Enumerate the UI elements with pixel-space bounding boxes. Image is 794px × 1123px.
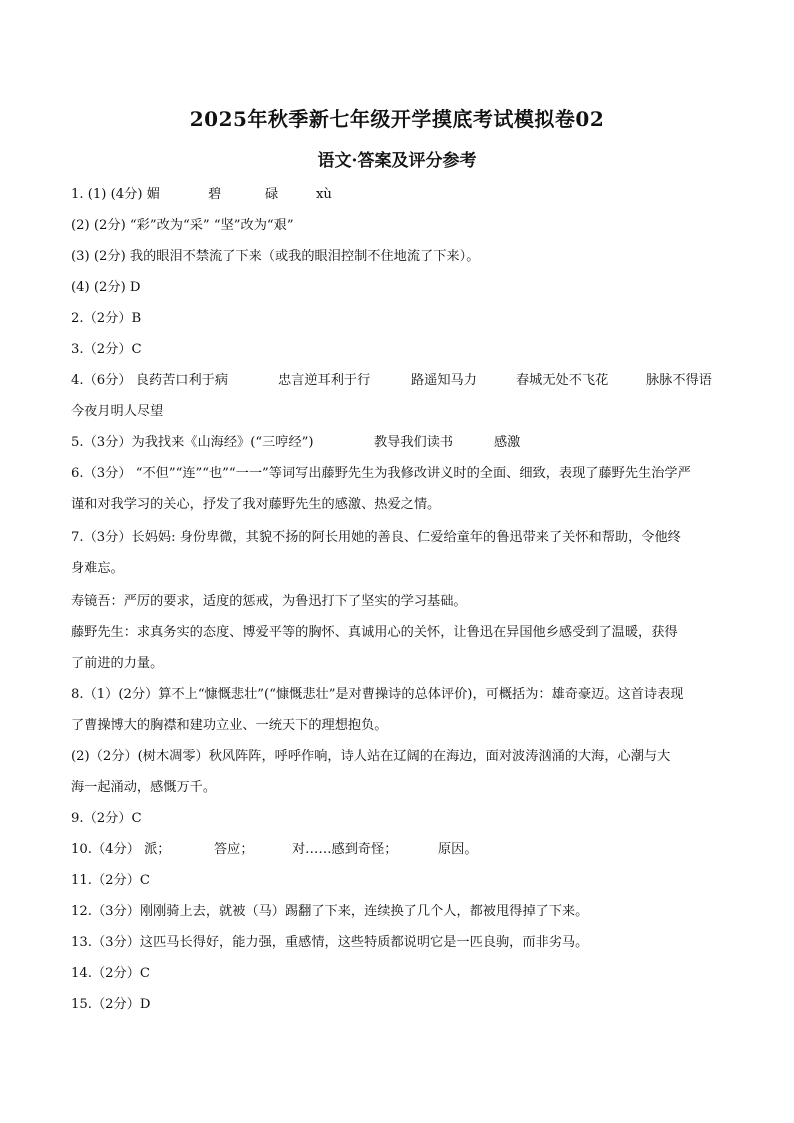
answer-line: 9.（2分）C — [71, 811, 142, 826]
answer-line — [71, 840, 731, 860]
answer-line: 身难忘。 — [71, 561, 124, 576]
answer-line: 藤野先生：求真务实的态度、博爱平等的胸怀、真诚用心的关怀，让鲁迅在异国他乡感受到了温暖，获得 — [71, 625, 678, 640]
answer-line: 12.（3分）刚刚骑上去，就被（马）踢翻了下来，连续换了几个人，都被甩得掉了下来。 — [71, 904, 589, 919]
answer-4-part-e: 脉脉不得语 — [646, 373, 712, 388]
answer-line: (4) (2分) D — [71, 280, 141, 295]
answer-line: (3) (2分) 我的眼泪不禁流了下来（或我的眼泪控制不住地流了下来）。 — [71, 249, 480, 264]
answer-line: 11.（2分）C — [71, 873, 151, 888]
answer-line: 寿镜吾：严厉的要求，适度的惩戒，为鲁迅打下了坚实的学习基础。 — [71, 594, 467, 609]
answer-line: 谨和对我学习的关心，抒发了我对藤野先生的感激、热爱之情。 — [71, 497, 441, 512]
answer-10-part-c: 对……感到奇怪； — [292, 842, 398, 857]
answer-4-part-a: 4.（6分） 良药苦口利于病 — [71, 373, 229, 388]
answer-line: 今夜月明人尽望 — [71, 404, 164, 419]
answer-1-1-word-b: 碧 — [208, 187, 222, 202]
answer-line: 3.（2分）C — [71, 342, 142, 357]
answer-10-part-b: 答应； — [214, 842, 254, 857]
answer-line: 2.（2分）B — [71, 311, 142, 326]
answer-10-part-a: 10.（4分） 派； — [71, 842, 171, 857]
answer-4-part-c: 路遥知马力 — [411, 373, 477, 388]
answer-line: 7.（3分）长妈妈: 身份卑微，其貌不扬的阿长用她的善良、仁爱给童年的鲁迅带来了关怀和帮助，令他终 — [71, 530, 681, 545]
answer-line: 海一起涌动，感慨万千。 — [71, 780, 217, 795]
answer-line: (2) (2分) “彩”改为“采” “坚”改为“艰” — [71, 218, 294, 233]
answer-line — [71, 371, 731, 391]
answer-1-1-label: 1. (1) (4分) 媚 — [71, 187, 160, 202]
answer-10-part-d: 原因。 — [438, 842, 478, 857]
page-subtitle: 语文·答案及评分参考 — [317, 151, 477, 171]
answer-line: 了曹操博大的胸襟和建功立业、一统天下的理想抱负。 — [71, 718, 388, 733]
answer-line: (2)（2分）(树木凋零）秋风阵阵，呼呼作响，诗人站在辽阔的在海边，面对波涛汹涌的大海，心潮与大 — [71, 749, 671, 764]
answer-line: 6.（3分） “不但”“连”“也”“一一”等词写出藤野先生为我修改讲义时的全面、细致，表现了藤野先生治学严 — [71, 466, 691, 481]
page-title: 2025年秋季新七年级开学摸底考试模拟卷02 — [189, 107, 605, 131]
answer-5-part-c: 感激 — [494, 435, 521, 450]
answer-4-part-b: 忠言逆耳利于行 — [278, 373, 371, 388]
answer-line: 14.（2分）C — [71, 966, 151, 981]
answer-5-part-b: 教导我们读书 — [374, 435, 454, 450]
answer-1-1-word-d: xù — [316, 187, 332, 202]
answer-line: 13.（3分）这匹马长得好，能力强，重感情，这些特质都说明它是一匹良驹，而非劣马。 — [71, 935, 589, 950]
answer-1-1-word-c: 碌 — [265, 187, 279, 202]
answer-line — [71, 433, 731, 453]
answer-line: 了前进的力量。 — [71, 656, 164, 671]
answer-line: 15.（2分）D — [71, 997, 151, 1012]
answer-5-part-a: 5.（3分）为我找来《山海经》(“三哼经”) — [71, 435, 314, 450]
answer-4-part-d: 春城无处不飞花 — [516, 373, 609, 388]
answer-line: 8.（1）(2分）算不上“慷慨悲壮”(“慷慨悲壮”是对曹操诗的总体评价)，可概括为：雄奇豪迈。这首诗表现 — [71, 687, 684, 702]
answer-line — [71, 185, 731, 205]
